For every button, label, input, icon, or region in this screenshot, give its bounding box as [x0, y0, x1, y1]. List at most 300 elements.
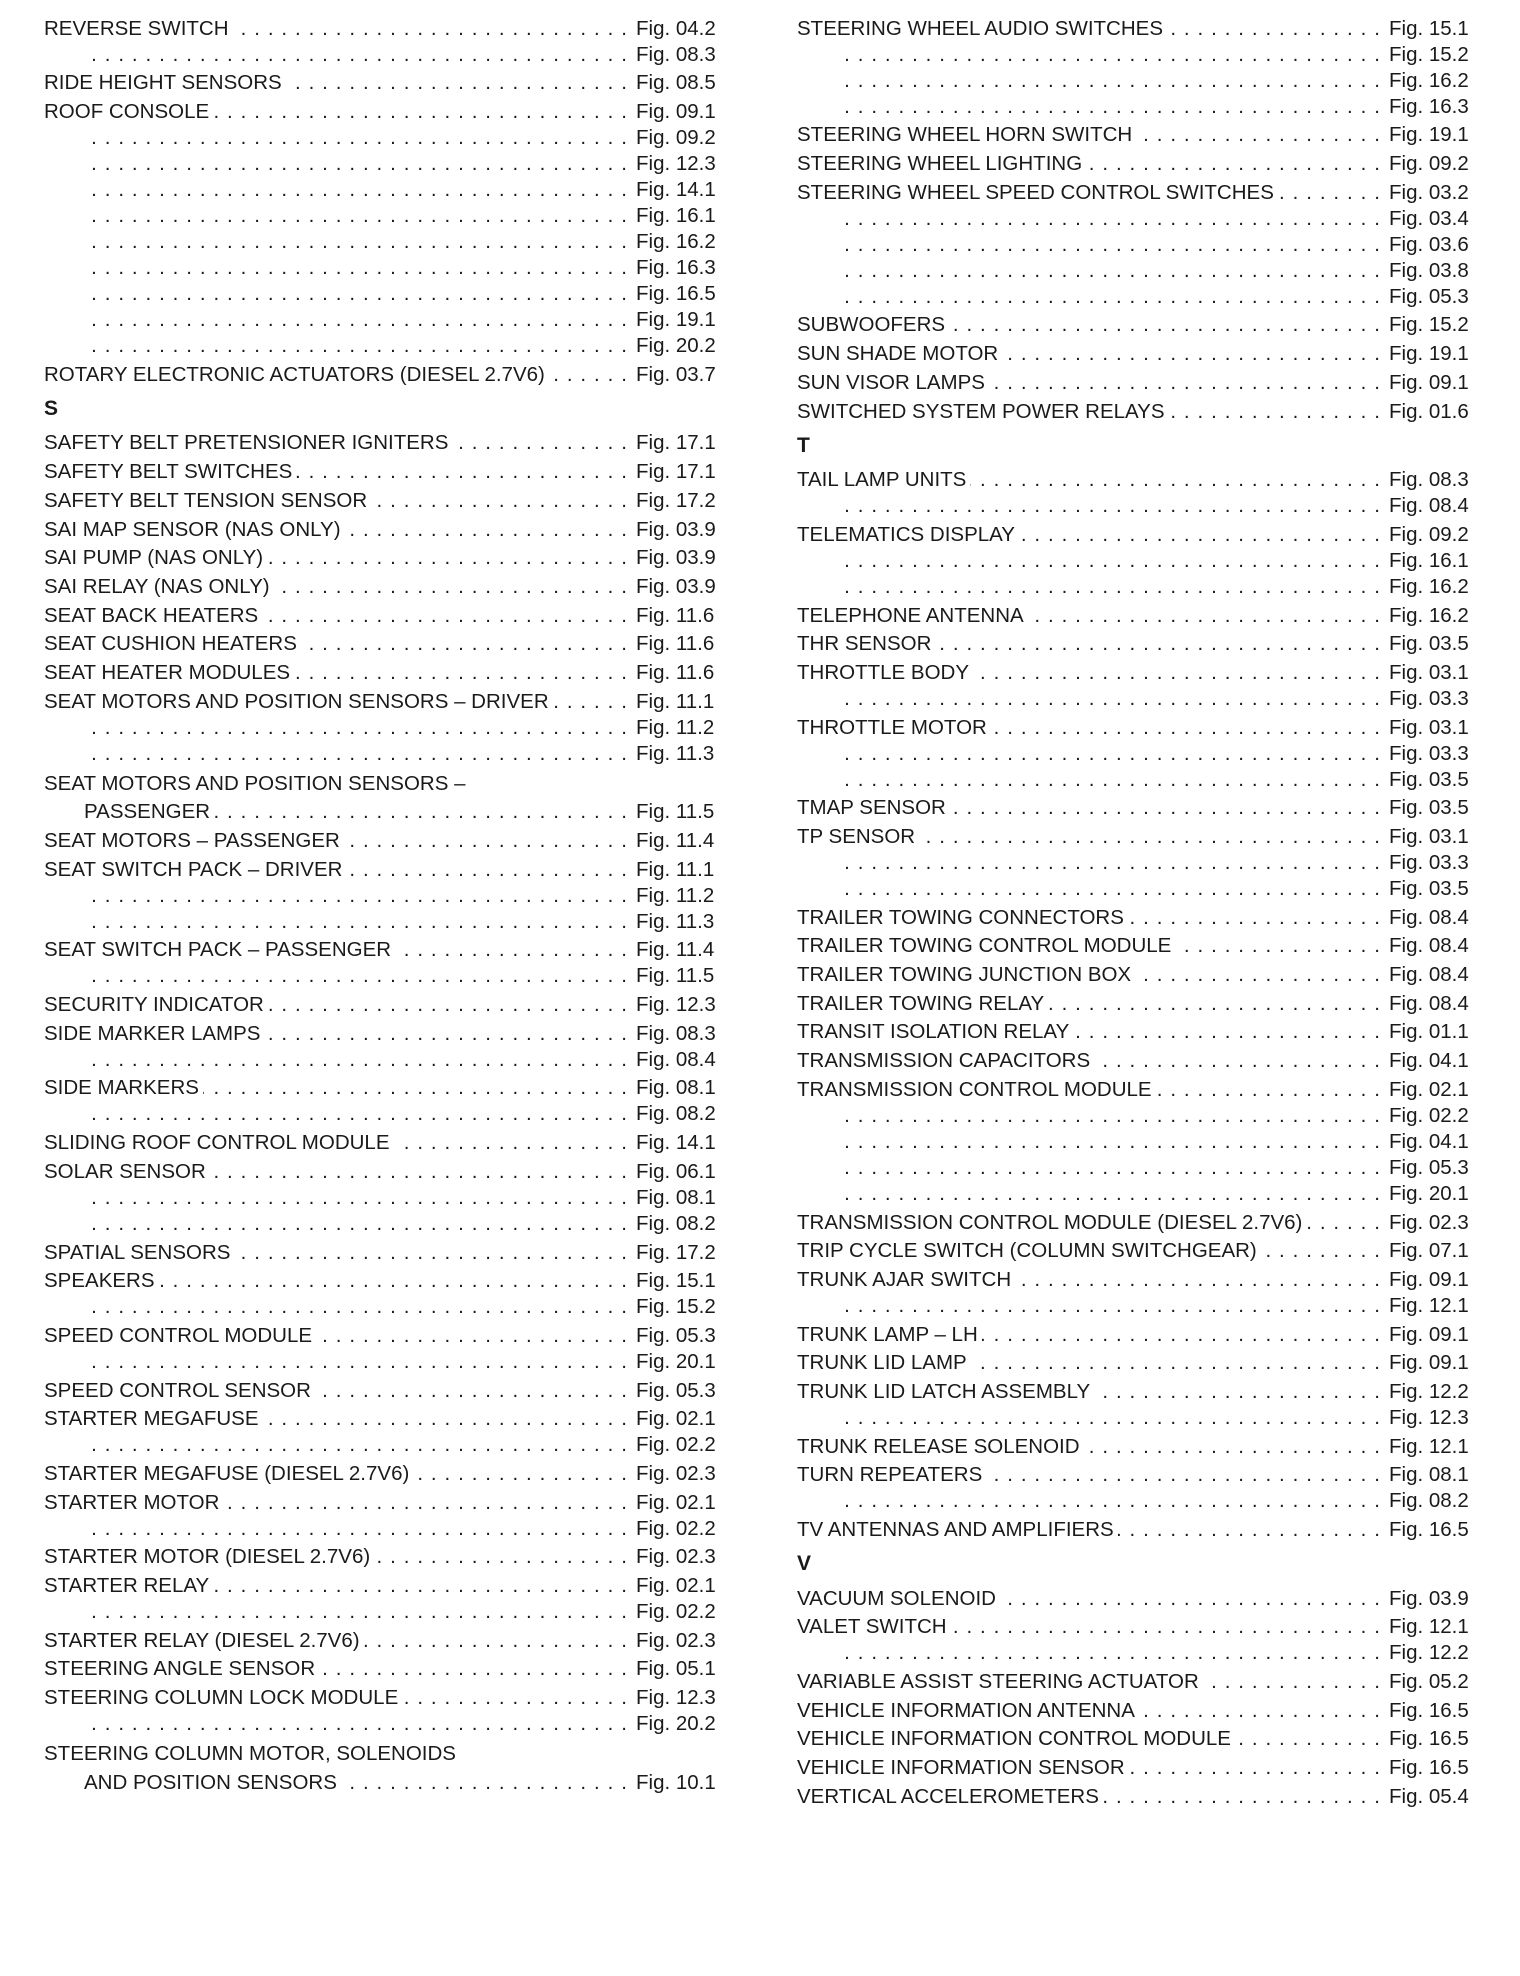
dot-leader	[89, 1212, 628, 1236]
dot-leader	[1028, 604, 1381, 628]
index-entry	[797, 119, 1475, 148]
entry-label: ROTARY ELECTRONIC ACTUATORS (DIESEL 2.7V6)	[44, 363, 549, 387]
index-subentry	[797, 547, 1475, 573]
entry-label: SEAT MOTORS – PASSENGER	[44, 829, 344, 853]
entry-label: SEAT MOTORS AND POSITION SENSORS –	[44, 772, 469, 796]
figure-reference: Fig. 02.2	[636, 1600, 716, 1623]
index-subentry	[44, 1293, 722, 1319]
dot-leader	[89, 204, 628, 228]
index-subentry	[44, 254, 722, 280]
index-subentry	[797, 1180, 1475, 1206]
dot-leader	[950, 796, 1381, 820]
figure-reference: Fig. 03.2	[1389, 180, 1469, 204]
figure-reference: Fig. 02.1	[636, 1407, 716, 1431]
figure-reference: Fig. 11.6	[636, 660, 715, 684]
entry-label: TELEMATICS DISPLAY	[797, 523, 1019, 547]
entry-label: TELEPHONE ANTENNA	[797, 604, 1028, 628]
entry-label: VALET SWITCH	[797, 1615, 951, 1639]
index-entry	[797, 1430, 1475, 1459]
dot-leader	[842, 207, 1381, 231]
entry-label: STARTER MEGAFUSE (DIESEL 2.7V6)	[44, 1462, 413, 1486]
index-entry	[44, 1403, 722, 1432]
figure-reference: Fig. 01.6	[1389, 399, 1469, 423]
dot-leader	[345, 518, 628, 542]
dot-leader	[991, 716, 1381, 740]
dot-leader	[1019, 523, 1381, 547]
index-subentry	[44, 176, 722, 202]
figure-reference: Fig. 12.2	[1389, 1641, 1469, 1665]
entry-label: SECURITY INDICATOR	[44, 993, 268, 1017]
index-entry	[44, 628, 722, 657]
entry-label: SAFETY BELT SWITCHES	[44, 460, 296, 484]
index-subentry	[44, 962, 722, 988]
entry-label: TP SENSOR	[797, 825, 919, 849]
index-entry	[797, 147, 1475, 176]
figure-reference: Fig. 09.2	[636, 126, 716, 150]
index-entry	[797, 366, 1475, 395]
figure-reference: Fig. 16.5	[1389, 1756, 1469, 1780]
index-entry	[797, 958, 1475, 987]
index-subentry	[797, 1154, 1475, 1180]
dot-leader	[842, 285, 1381, 309]
dot-leader	[89, 152, 628, 176]
index-subentry	[44, 41, 722, 67]
figure-reference: Fig. 12.2	[1389, 1379, 1469, 1403]
figure-reference: Fig. 09.1	[1389, 1267, 1469, 1291]
index-entry	[44, 1265, 722, 1294]
index-subentry	[44, 908, 722, 934]
index-subentry	[44, 1210, 722, 1236]
figure-reference: Fig. 08.4	[1389, 905, 1469, 929]
dot-leader	[971, 1351, 1381, 1375]
dot-leader	[264, 1022, 628, 1046]
figure-reference: Fig. 19.1	[636, 308, 716, 332]
figure-reference: Fig. 03.3	[1389, 741, 1469, 765]
figure-reference: Fig. 15.2	[1389, 42, 1469, 66]
dot-leader	[842, 1156, 1381, 1180]
dot-leader	[268, 993, 628, 1017]
index-subentry	[44, 228, 722, 254]
dot-leader	[1203, 1670, 1381, 1694]
figure-reference: Fig. 17.2	[636, 488, 716, 512]
index-entry	[797, 820, 1475, 849]
index-entry	[44, 1155, 722, 1184]
figure-reference: Fig. 11.4	[636, 938, 715, 962]
index-entry	[797, 1263, 1475, 1292]
entry-label: SEAT CUSHION HEATERS	[44, 632, 301, 656]
dot-leader	[1169, 400, 1381, 424]
index-subentry	[44, 1515, 722, 1541]
dot-leader	[89, 1102, 628, 1126]
figure-reference: Fig. 04.2	[636, 16, 716, 40]
index-entry	[797, 1073, 1475, 1102]
index-entry	[797, 1459, 1475, 1488]
figure-reference: Fig. 12.1	[1389, 1293, 1469, 1317]
figure-reference: Fig. 08.2	[1389, 1489, 1469, 1513]
entry-label: STARTER MEGAFUSE	[44, 1407, 263, 1431]
entry-label: TRAILER TOWING CONTROL MODULE	[797, 934, 1175, 958]
index-entry	[797, 792, 1475, 821]
entry-label: THROTTLE BODY	[797, 661, 973, 685]
dot-leader	[1002, 342, 1381, 366]
figure-reference: Fig. 08.3	[636, 1021, 716, 1045]
figure-reference: Fig. 05.4	[1389, 1784, 1469, 1808]
figure-reference: Fig. 11.1	[636, 689, 715, 713]
dot-leader	[949, 313, 1381, 337]
index-subentry	[44, 1431, 722, 1457]
dot-leader	[89, 178, 628, 202]
figure-reference: Fig. 15.1	[636, 1269, 716, 1293]
entry-label: TRAILER TOWING RELAY	[797, 992, 1048, 1016]
index-entry	[44, 1653, 722, 1682]
entry-label: STARTER MOTOR	[44, 1491, 223, 1515]
index-subentry	[44, 1184, 722, 1210]
dot-leader	[842, 69, 1381, 93]
figure-reference: Fig. 11.3	[636, 741, 715, 765]
dot-leader	[1094, 1049, 1381, 1073]
index-subentry	[797, 231, 1475, 257]
dot-leader	[89, 1600, 628, 1624]
figure-reference: Fig. 08.1	[636, 1185, 716, 1209]
index-entry-heading	[44, 766, 722, 796]
section-letter: S	[44, 396, 59, 420]
index-entry	[797, 176, 1475, 205]
figure-reference: Fig. 16.1	[1389, 548, 1469, 572]
figure-reference: Fig. 20.1	[636, 1349, 716, 1373]
dot-leader	[89, 43, 628, 67]
entry-label: SAFETY BELT PRETENSIONER IGNITERS	[44, 431, 452, 455]
dot-leader	[1235, 1727, 1381, 1751]
figure-reference: Fig. 20.2	[636, 334, 716, 358]
index-entry	[44, 1486, 722, 1515]
figure-reference: Fig. 20.2	[636, 1712, 716, 1736]
figure-reference: Fig. 16.3	[1389, 94, 1469, 118]
figure-reference: Fig. 11.4	[636, 829, 715, 852]
entry-label: TRANSIT ISOLATION RELAY	[797, 1020, 1073, 1044]
figure-reference: Fig. 12.3	[1389, 1405, 1469, 1429]
dot-leader	[842, 43, 1381, 67]
figure-reference: Fig. 03.1	[1389, 825, 1469, 848]
index-entry	[797, 309, 1475, 338]
dot-leader	[842, 1182, 1381, 1206]
figure-reference: Fig. 02.3	[1389, 1210, 1469, 1234]
figure-reference: Fig. 11.6	[636, 603, 715, 627]
dot-leader	[1073, 1020, 1381, 1044]
index-entry	[797, 1751, 1475, 1780]
figure-reference: Fig. 02.1	[1389, 1077, 1469, 1101]
dot-leader	[210, 1160, 628, 1184]
dot-leader	[89, 126, 628, 150]
dot-leader	[1094, 1380, 1381, 1404]
entry-label: SAI RELAY (NAS ONLY)	[44, 575, 274, 599]
figure-reference: Fig. 08.2	[636, 1211, 716, 1235]
index-subentry	[44, 202, 722, 228]
entry-label: VEHICLE INFORMATION ANTENNA	[797, 1699, 1139, 1723]
figure-reference: Fig. 02.1	[636, 1490, 716, 1514]
dot-leader	[233, 17, 628, 41]
entry-label: SPEED CONTROL SENSOR	[44, 1379, 315, 1403]
dot-leader	[549, 363, 628, 387]
entry-label: STEERING COLUMN LOCK MODULE	[44, 1686, 402, 1710]
dot-leader	[1000, 1587, 1381, 1611]
dot-leader	[89, 910, 628, 934]
dot-leader	[842, 742, 1381, 766]
index-entry	[797, 1235, 1475, 1264]
index-entry	[44, 1569, 722, 1598]
figure-reference: Fig. 03.3	[1389, 851, 1469, 874]
entry-label: TRANSMISSION CAPACITORS	[797, 1049, 1094, 1073]
figure-reference: Fig. 11.6	[636, 632, 715, 656]
dot-leader	[89, 1186, 628, 1210]
dot-leader	[346, 858, 628, 882]
figure-reference: Fig. 05.3	[636, 1323, 716, 1347]
entry-label: STEERING COLUMN MOTOR, SOLENOIDS	[44, 1742, 460, 1766]
figure-reference: Fig. 11.5	[636, 800, 715, 824]
entry-label: AND POSITION SENSORS	[84, 1771, 341, 1795]
index-entry	[44, 1319, 722, 1348]
dot-leader	[213, 100, 628, 124]
entry-label: SWITCHED SYSTEM POWER RELAYS	[797, 400, 1169, 424]
figure-reference: Fig. 02.3	[636, 1545, 716, 1569]
figure-reference: Fig. 17.1	[636, 431, 716, 455]
figure-reference: Fig. 05.2	[1389, 1670, 1469, 1694]
figure-reference: Fig. 12.1	[1389, 1615, 1469, 1639]
figure-reference: Fig. 03.4	[1389, 206, 1469, 230]
figure-reference: Fig. 08.4	[636, 1047, 716, 1071]
dot-leader	[1103, 1785, 1381, 1809]
index-entry	[797, 987, 1475, 1016]
index-entry	[797, 1318, 1475, 1347]
entry-label: SIDE MARKERS	[44, 1076, 203, 1100]
dot-leader	[319, 1657, 628, 1681]
dot-leader	[842, 575, 1381, 599]
dot-leader	[842, 768, 1381, 792]
entry-label: SUN VISOR LAMPS	[797, 371, 989, 395]
figure-reference: Fig. 08.1	[636, 1076, 716, 1100]
dot-leader	[395, 938, 628, 962]
figure-reference: Fig. 03.9	[636, 574, 716, 598]
entry-label: THR SENSOR	[797, 632, 935, 656]
dot-leader	[344, 829, 628, 853]
entry-label: STEERING WHEEL SPEED CONTROL SWITCHES	[797, 181, 1278, 205]
figure-reference: Fig. 05.1	[636, 1657, 716, 1681]
section-letter: V	[797, 1552, 812, 1575]
dot-leader	[315, 1379, 628, 1403]
figure-reference: Fig. 11.2	[636, 715, 715, 739]
dot-leader	[1175, 934, 1381, 958]
dot-leader	[553, 690, 628, 714]
dot-leader	[214, 800, 628, 824]
entry-label: RIDE HEIGHT SENSORS	[44, 71, 286, 95]
dot-leader	[394, 1131, 629, 1155]
index-entry	[44, 1541, 722, 1570]
index-subentry	[797, 1404, 1475, 1430]
index-entry	[44, 988, 722, 1017]
index-subentry	[797, 685, 1475, 711]
figure-reference: Fig. 08.4	[1389, 991, 1469, 1015]
dot-leader	[842, 1406, 1381, 1430]
figure-reference: Fig. 09.2	[1389, 522, 1469, 546]
entry-label: SAI MAP SENSOR (NAS ONLY)	[44, 518, 345, 542]
index-entry	[797, 1044, 1475, 1073]
dot-leader	[970, 468, 1381, 492]
dot-leader	[982, 1323, 1381, 1347]
figure-reference: Fig. 16.2	[1389, 603, 1469, 627]
figure-reference: Fig. 03.5	[1389, 767, 1469, 791]
index-subentry	[797, 740, 1475, 766]
entry-label: STARTER MOTOR (DIESEL 2.7V6)	[44, 1545, 374, 1569]
dot-leader	[262, 604, 628, 628]
index-entry	[44, 95, 722, 124]
figure-reference: Fig. 02.2	[1389, 1103, 1469, 1127]
figure-reference: Fig. 16.3	[636, 256, 716, 280]
dot-leader	[842, 1489, 1381, 1513]
entry-label: THROTTLE MOTOR	[797, 716, 991, 740]
dot-leader	[842, 877, 1381, 901]
dot-leader	[89, 884, 628, 908]
figure-reference: Fig. 12.3	[636, 152, 716, 176]
figure-reference: Fig. 07.1	[1389, 1239, 1469, 1263]
entry-label: TRAILER TOWING CONNECTORS	[797, 906, 1128, 930]
index-entry	[44, 455, 722, 484]
figure-reference: Fig. 16.5	[636, 282, 716, 306]
index-entry	[797, 930, 1475, 959]
index-entry	[797, 1694, 1475, 1723]
index-entry	[797, 518, 1475, 547]
index-entry	[797, 464, 1475, 493]
entry-label: TRIP CYCLE SWITCH (COLUMN SWITCHGEAR)	[797, 1239, 1261, 1263]
figure-reference: Fig. 03.9	[636, 517, 716, 541]
figure-reference: Fig. 19.1	[1389, 342, 1469, 366]
dot-leader	[89, 1517, 628, 1541]
figure-reference: Fig. 02.3	[636, 1461, 716, 1485]
index-subentry	[797, 875, 1475, 901]
dot-leader	[842, 95, 1381, 119]
figure-reference: Fig. 16.5	[1389, 1518, 1469, 1541]
dot-leader	[89, 334, 628, 358]
index-subentry	[797, 67, 1475, 93]
entry-label: STARTER RELAY	[44, 1574, 213, 1598]
figure-reference: Fig. 16.2	[1389, 574, 1469, 598]
index-entry	[797, 1665, 1475, 1694]
figure-reference: Fig. 11.5	[636, 964, 715, 988]
entry-label: SPEED CONTROL MODULE	[44, 1324, 316, 1348]
dot-leader	[935, 632, 1381, 656]
figure-reference: Fig. 12.1	[1389, 1434, 1469, 1458]
index-entry	[44, 796, 722, 825]
index-subentry	[44, 1348, 722, 1374]
dot-leader	[1156, 1078, 1381, 1102]
dot-leader	[1118, 1518, 1381, 1542]
entry-label: TV ANTENNAS AND AMPLIFIERS	[797, 1518, 1118, 1542]
entry-label: SIDE MARKER LAMPS	[44, 1022, 264, 1046]
entry-label: SOLAR SENSOR	[44, 1160, 210, 1184]
entry-label: TRUNK AJAR SWITCH	[797, 1268, 1015, 1292]
index-subentry	[44, 740, 722, 766]
figure-reference: Fig. 03.9	[636, 546, 716, 570]
dot-leader	[842, 549, 1381, 573]
dot-leader	[296, 460, 628, 484]
dot-leader	[842, 1294, 1381, 1318]
entry-label: STEERING WHEEL LIGHTING	[797, 152, 1086, 176]
dot-leader	[267, 546, 628, 570]
dot-leader	[89, 282, 628, 306]
index-subentry	[797, 1292, 1475, 1318]
entry-label: TRANSMISSION CONTROL MODULE (DIESEL 2.7V6)	[797, 1211, 1306, 1235]
index-subentry	[797, 257, 1475, 283]
figure-reference: Fig. 08.3	[636, 42, 716, 66]
dot-leader	[1048, 992, 1381, 1016]
dot-leader	[951, 1615, 1381, 1639]
entry-label: STEERING WHEEL AUDIO SWITCHES	[797, 17, 1167, 41]
dot-leader	[374, 1545, 628, 1569]
index-entry	[44, 1457, 722, 1486]
figure-reference: Fig. 15.2	[1389, 313, 1469, 337]
index-entry	[44, 853, 722, 882]
dot-leader	[1128, 906, 1381, 930]
dot-leader	[1306, 1211, 1381, 1235]
index-entry	[797, 599, 1475, 628]
figure-reference: Fig. 05.3	[636, 1378, 716, 1402]
figure-reference: Fig. 05.3	[1389, 284, 1469, 308]
entry-label: SPEAKERS	[44, 1269, 159, 1293]
entry-label: TRANSMISSION CONTROL MODULE	[797, 1078, 1156, 1102]
index-entry	[44, 824, 722, 853]
figure-reference: Fig. 03.5	[1389, 877, 1469, 900]
entry-label: STARTER RELAY (DIESEL 2.7V6)	[44, 1629, 364, 1653]
index-entry	[44, 570, 722, 599]
index-subentry	[44, 150, 722, 176]
dot-leader	[203, 1076, 628, 1100]
index-subentry	[797, 766, 1475, 792]
dot-leader	[223, 1491, 628, 1515]
entry-label: SEAT BACK HEATERS	[44, 604, 262, 628]
index-subentry	[44, 1710, 722, 1736]
figure-reference: Fig. 15.1	[1389, 16, 1469, 40]
index-subentry	[44, 714, 722, 740]
entry-label: TRUNK LAMP – LH	[797, 1323, 982, 1347]
dot-leader	[89, 1712, 628, 1736]
index-entry	[44, 1624, 722, 1653]
index-subentry	[797, 1487, 1475, 1513]
entry-label: VEHICLE INFORMATION SENSOR	[797, 1756, 1129, 1780]
figure-reference: Fig. 08.3	[1389, 468, 1469, 492]
figure-reference: Fig. 17.2	[636, 1240, 716, 1264]
index-entry	[44, 599, 722, 628]
entry-label: TMAP SENSOR	[797, 796, 950, 820]
dot-leader	[1167, 17, 1381, 41]
entry-label: SLIDING ROOF CONTROL MODULE	[44, 1131, 394, 1155]
index-entry	[44, 542, 722, 571]
figure-reference: Fig. 02.2	[636, 1516, 716, 1540]
dot-leader	[263, 1407, 628, 1431]
entry-label: PASSENGER	[84, 800, 214, 824]
figure-reference: Fig. 04.1	[1389, 1129, 1469, 1153]
index-entry	[44, 685, 722, 714]
index-subentry	[44, 332, 722, 358]
dot-leader	[274, 575, 628, 599]
dot-leader	[842, 1104, 1381, 1128]
dot-leader	[986, 1463, 1381, 1487]
entry-label: TURN REPEATERS	[797, 1463, 986, 1487]
index-subentry	[44, 1046, 722, 1072]
index-subentry	[797, 1128, 1475, 1154]
index-subentry	[797, 93, 1475, 119]
figure-reference: Fig. 16.1	[636, 204, 716, 228]
figure-reference: Fig. 16.2	[636, 230, 716, 254]
index-subentry	[797, 41, 1475, 67]
dot-leader	[364, 1629, 628, 1653]
